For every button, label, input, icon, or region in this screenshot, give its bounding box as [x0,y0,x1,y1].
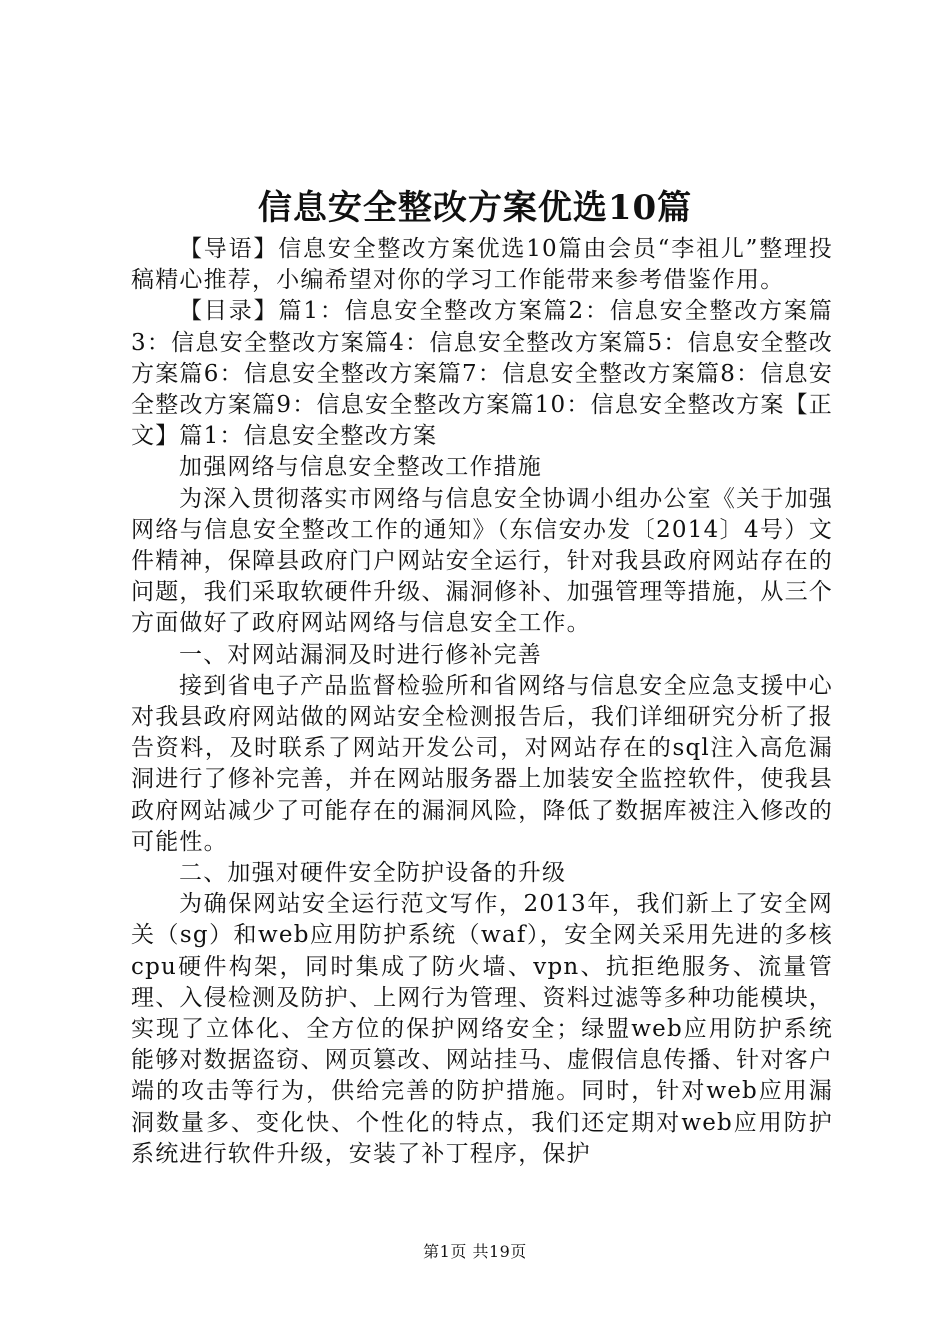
document-body [131,234,833,1170]
section-heading: 二、加强对硬件安全防护设备的升级 [179,860,567,887]
table-of-contents-paragraph: 【目录】篇1：信息安全整改方案篇2：信息安全整改方案篇3：信息安全整改方案篇4：信息安全整改方案篇5：信息安全整改方案篇6：信息安全整改方案篇7：信息安全整改方案篇8：信息安全整改方案篇9：信息安全整改方案篇10：信息安全整改方案【正文】篇1：信息安全整改方案 [131,298,833,450]
page-number-footer: 第1页 共19页 [423,1242,527,1261]
intro-paragraph: 【导语】信息安全整改方案优选10篇由会员“李祖儿”整理投稿精心推荐，小编希望对你的学习工作能带来参考借鉴作用。 [131,236,833,294]
section-heading: 一、对网站漏洞及时进行修补完善 [179,641,542,668]
body-paragraph: 为深入贯彻落实市网络与信息安全协调小组办公室《关于加强网络与信息安全整改工作的通知》（东信安办发〔2014〕4号）文件精神，保障县政府门户网站安全运行，针对我县政府网站存在的问题，我们采取软硬件升级、漏洞修补、加强管理等措施，从三个方面做好了政府网站网络与信息安全工作。 [131,485,833,637]
body-paragraph: 接到省电子产品监督检验所和省网络与信息安全应急支援中心对我县政府网站做的网站安全检测报告后，我们详细研究分析了报告资料，及时联系了网站开发公司，对网站存在的sql注入高危漏洞进行了修补完善，并在网站服务器上加装安全监控软件，使我县政府网站减少了可能存在的漏洞风险，降低了数据库被注入修改的可能性。 [131,672,833,855]
section-heading: 加强网络与信息安全整改工作措施 [179,454,542,481]
body-paragraph: 为确保网站安全运行范文写作，2013年，我们新上了安全网关（sg）和web应用防护系统（waf），安全网关采用先进的多核cpu硬件构架，同时集成了防火墙、vpn、抗拒绝服务、流量管理、入侵检测及防护、上网行为管理、资料过滤等多种功能模块，实现了立体化、全方位的保护网络安全；绿盟web应用防护系统能够对数据盗窃、网页篡改、网站挂马、虚假信息传播、针对客户端的攻击等行为，供给完善的防护措施。同时，针对web应用漏洞数量多、变化快、个性化的特点，我们还定期对web应用防护系统进行软件升级，安装了补丁程序，保护 [131,891,833,1167]
document-title: 信息安全整改方案优选10篇 [257,188,693,228]
